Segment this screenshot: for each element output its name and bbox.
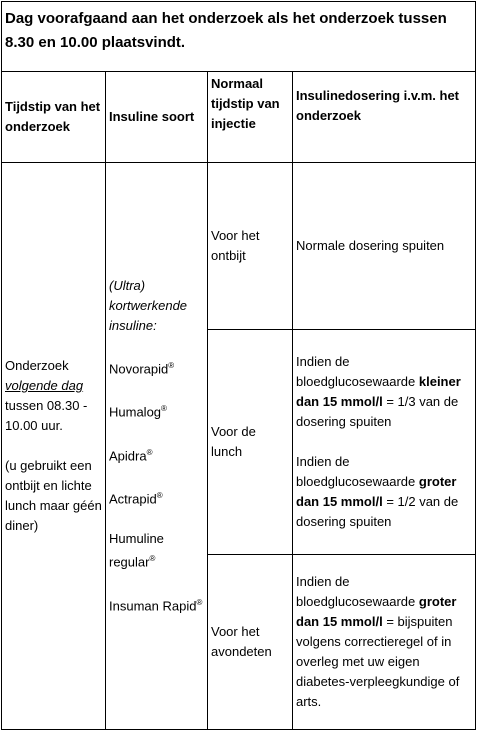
drug-actrapid: Actrapid® <box>109 491 163 507</box>
moment-avondeten: Voor het avondeten <box>208 555 293 730</box>
dose-lunch <box>293 330 476 555</box>
timing-cell <box>2 163 106 730</box>
header-insuline-soort: Insuline soort <box>106 72 208 163</box>
drug-novorapid: Novorapid® <box>109 361 175 377</box>
header-normaal-tijdstip: Normaal tijdstip van injectie <box>208 72 293 163</box>
table-title: Dag voorafgaand aan het onderzoek als het onderzoek tussen 8.30 en 10.00 plaatsvindt. <box>2 2 476 72</box>
moment-lunch: Voor de lunch <box>208 330 293 555</box>
dose-ontbijt: Normale dosering spuiten <box>293 163 476 330</box>
timing-text: Onderzoek volgende dag tussen 08.30 - 10.00 uur. <box>5 358 88 433</box>
header-insulinedosering: Insulinedosering i.v.m. het onderzoek <box>293 72 476 163</box>
dose-lunch-high: Indien de bloedglucosewaarde groter dan 15 mmol/l = 1/2 van de dosering spuiten <box>296 454 459 529</box>
timing-emphasis: volgende dag <box>5 378 84 393</box>
insulin-label: (Ultra) kortwerkende insuline: <box>109 278 188 334</box>
dose-lunch-low: Indien de bloedglucosewaarde kleiner dan 15 mmol/l = 1/3 van de dosering spuiten <box>296 354 461 429</box>
insulin-type-cell <box>106 163 208 730</box>
moment-ontbijt: Voor het ontbijt <box>208 163 293 330</box>
drug-insuman-rapid: Insuman Rapid® <box>109 597 203 613</box>
drug-humalog: Humalog® <box>109 404 167 420</box>
drug-apidra: Apidra® <box>109 447 153 463</box>
dose-avondeten: Indien de bloedglucosewaarde groter dan 15 mmol/l = bijspuiten volgens correctieregel of in overleg met uw eigen diabetes-verpleegkundige of arts. <box>293 555 476 730</box>
insulin-schedule-table <box>1 1 476 730</box>
timing-note: (u gebruikt een ontbijt en lichte lunch maar géén diner) <box>5 458 102 533</box>
drug-humuline-regular: Humuline regular® <box>109 531 164 570</box>
header-tijdstip: Tijdstip van het onderzoek <box>2 72 106 163</box>
